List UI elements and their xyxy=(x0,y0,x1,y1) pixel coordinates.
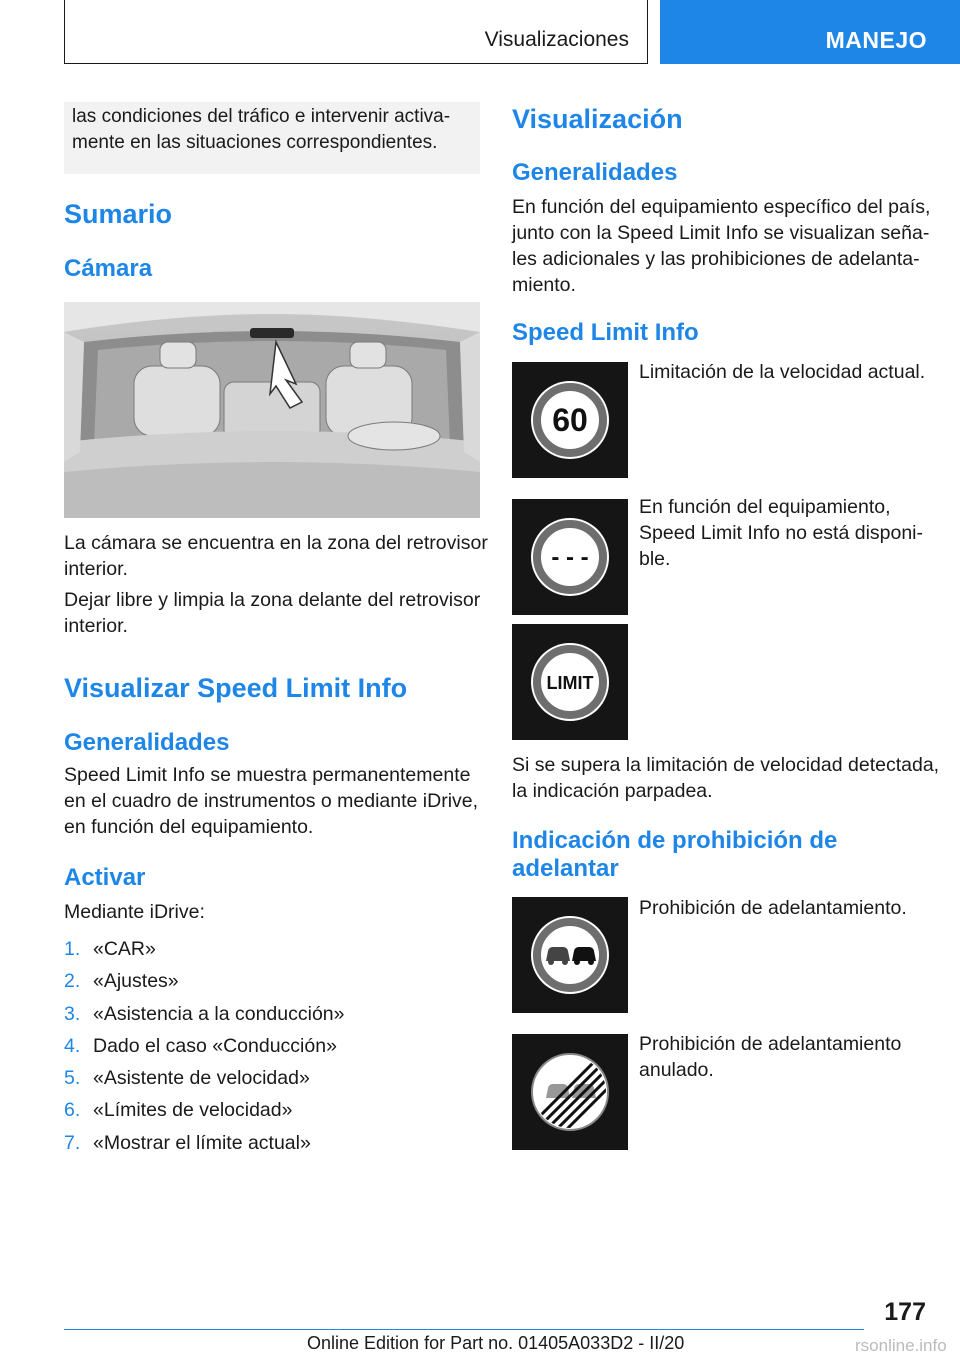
sign-dash-text: - - - xyxy=(551,544,589,571)
exceed-limit-text xyxy=(512,752,942,804)
header-chapter-label: MANEJO xyxy=(825,27,927,53)
heading-speed-limit-info: Speed Limit Info xyxy=(512,319,699,346)
list-item xyxy=(64,968,480,1000)
step-text: «Asistente de velocidad» xyxy=(93,1067,310,1090)
list-item xyxy=(64,1097,480,1129)
sign-60-text: 60 xyxy=(552,402,588,438)
speed-limit-unavailable-sign-icon xyxy=(512,499,628,615)
note-box xyxy=(64,102,480,174)
heading-line: adelantar xyxy=(512,855,619,882)
speed-limit-60-sign-icon xyxy=(512,362,628,478)
generalidades-left-text xyxy=(64,762,478,840)
page-number: 177 xyxy=(884,1298,926,1326)
text-line: En función del equipamiento, xyxy=(639,496,891,518)
step-number: 4. xyxy=(64,1034,81,1057)
sign-dash-description xyxy=(639,494,923,572)
speed-limit-limit-sign-icon xyxy=(512,624,628,740)
heading-camara: Cámara xyxy=(64,255,153,282)
note-line: las condiciones del tráfico e intervenir activa- xyxy=(72,106,451,127)
watermark: rsonline.info xyxy=(855,1336,947,1355)
no-overtaking-description: Prohibición de adelantamiento. xyxy=(639,897,907,919)
end-no-overtaking-description xyxy=(639,1031,901,1083)
text-line: Dejar libre y limpia la zona delante del retrovisor xyxy=(64,589,481,611)
step-number: 2. xyxy=(64,970,81,993)
text-line: junto con la Speed Limit Info se visualizan seña- xyxy=(512,222,930,244)
step-number: 7. xyxy=(64,1131,81,1154)
text-line: En función del equipamiento específico del país, xyxy=(512,196,931,218)
text-line: en el cuadro de instrumentos o mediante iDrive, xyxy=(64,790,479,812)
step-text: «CAR» xyxy=(93,938,156,960)
text-line: les adicionales y las prohibiciones de adelanta- xyxy=(512,248,920,270)
idrive-steps-list xyxy=(64,936,480,1162)
footer-divider xyxy=(64,1329,864,1330)
text-line: La cámara se encuentra en la zona del retrovisor xyxy=(64,532,488,554)
heading-sumario: Sumario xyxy=(64,199,173,229)
list-item xyxy=(64,1033,480,1065)
camera-location-text xyxy=(64,530,488,582)
text-line: Si se supera la limitación de velocidad detectada, xyxy=(512,754,940,776)
camera-interior-image xyxy=(64,302,480,518)
list-item xyxy=(64,936,480,968)
text-line: ble. xyxy=(639,548,671,570)
header-chapter-tab xyxy=(660,0,960,64)
heading-generalidades-left: Generalidades xyxy=(64,729,230,756)
end-no-overtaking-sign-icon xyxy=(512,1034,628,1150)
step-number: 3. xyxy=(64,1002,81,1025)
step-text: «Asistencia a la conducción» xyxy=(93,1002,345,1025)
text-line: Speed Limit Info no está disponi- xyxy=(639,522,924,544)
text-line: Prohibición de adelantamiento xyxy=(639,1033,902,1055)
heading-generalidades-right: Generalidades xyxy=(512,159,678,186)
footer-edition: Online Edition for Part no. 01405A033D2 - II/20 xyxy=(307,1333,685,1353)
text-line: miento. xyxy=(512,274,576,296)
header-section-title: Visualizaciones xyxy=(484,28,629,51)
text-line: la indicación parpadea. xyxy=(512,780,713,802)
step-text: «Límites de velocidad» xyxy=(93,1099,293,1122)
text-line: interior. xyxy=(64,558,128,580)
camera-clean-text xyxy=(64,587,480,639)
note-line: mente en las situaciones correspondientes. xyxy=(72,132,438,153)
text-line: interior. xyxy=(64,615,128,637)
heading-visualizar-sli: Visualizar Speed Limit Info xyxy=(64,673,408,703)
heading-visualizacion: Visualización xyxy=(512,104,683,134)
list-item xyxy=(64,1065,480,1097)
list-item xyxy=(64,1001,480,1033)
step-text: Dado el caso «Conducción» xyxy=(93,1034,337,1057)
step-number: 5. xyxy=(64,1067,81,1090)
step-number: 1. xyxy=(64,938,81,960)
step-number: 6. xyxy=(64,1099,81,1122)
generalidades-right-text xyxy=(512,194,932,298)
sign-60-description: Limitación de la velocidad actual. xyxy=(639,361,926,383)
activar-intro: Mediante iDrive: xyxy=(64,901,205,923)
step-text: «Mostrar el límite actual» xyxy=(93,1131,311,1154)
text-line: anulado. xyxy=(639,1059,714,1081)
header-section-box xyxy=(64,0,648,64)
step-text: «Ajustes» xyxy=(93,970,179,993)
sign-limit-text: LIMIT xyxy=(546,673,594,693)
heading-activar: Activar xyxy=(64,864,146,891)
no-overtaking-sign-icon xyxy=(512,897,628,1013)
text-line: Speed Limit Info se muestra permanentemente xyxy=(64,764,471,786)
list-item xyxy=(64,1130,480,1162)
text-line: en función del equipamiento. xyxy=(64,816,314,838)
heading-prohibicion-adelantar xyxy=(512,827,837,883)
heading-line: Indicación de prohibición de xyxy=(512,827,838,854)
